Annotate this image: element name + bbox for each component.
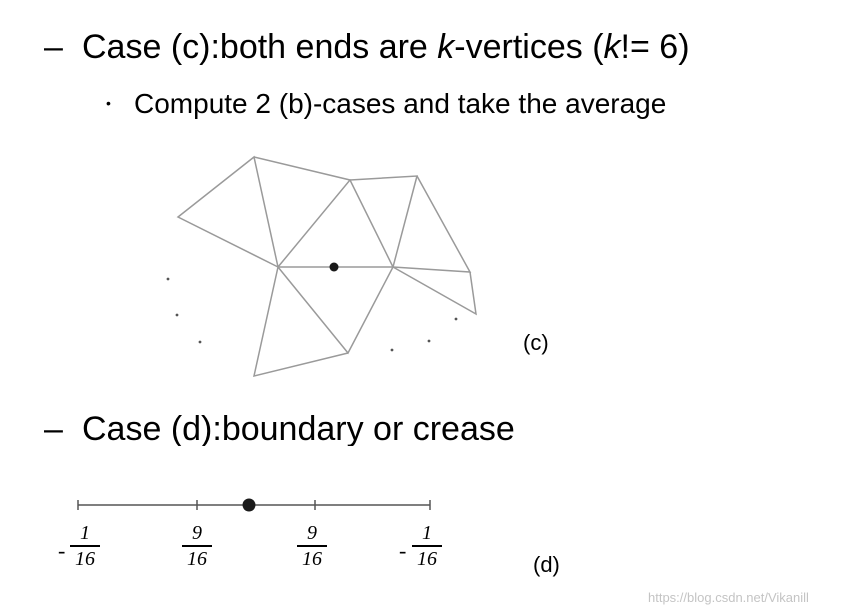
bullet-marker: • [106, 95, 111, 111]
weight-2-denominator: 16 [187, 548, 207, 570]
dash-marker-c: – [44, 28, 63, 66]
weight-1-numerator: 1 [80, 522, 90, 544]
weight-4-fraction [412, 522, 442, 570]
case-c-subtext: Compute 2 (b)-cases and take the average [134, 88, 667, 119]
new-vertex [243, 499, 256, 512]
case-c-text-middle: -vertices ( [454, 28, 604, 66]
weight-2-fraction [182, 522, 212, 570]
weight-4-denominator: 16 [417, 548, 437, 570]
case-c-k1: k [437, 28, 455, 66]
fraction-bar [182, 545, 212, 547]
weight-1-sign: - [58, 538, 66, 563]
weight-1-fraction [70, 522, 100, 570]
fraction-bar [70, 545, 100, 547]
case-c-k2: k [603, 28, 621, 66]
weight-3-fraction [297, 522, 327, 570]
case-d-heading: Case (d):boundary or crease [82, 412, 515, 446]
weight-4-numerator: 1 [422, 522, 432, 544]
watermark: https://blog.csdn.net/Vikanill [648, 590, 809, 605]
case-d-label: (d) [533, 552, 560, 577]
case-c-text-after: != 6) [620, 28, 690, 66]
weight-3-denominator: 16 [302, 548, 322, 570]
dash-marker-d: – [44, 410, 63, 448]
weight-4-sign: - [399, 538, 407, 563]
weight-1-denominator: 16 [75, 548, 95, 570]
fraction-bar [297, 545, 327, 547]
case-c-text-before: Case (c):both ends are [82, 28, 438, 66]
fraction-bar [412, 545, 442, 547]
case-c-label: (c) [523, 330, 549, 355]
weight-3-numerator: 9 [307, 522, 317, 544]
weight-2-numerator: 9 [192, 522, 202, 544]
